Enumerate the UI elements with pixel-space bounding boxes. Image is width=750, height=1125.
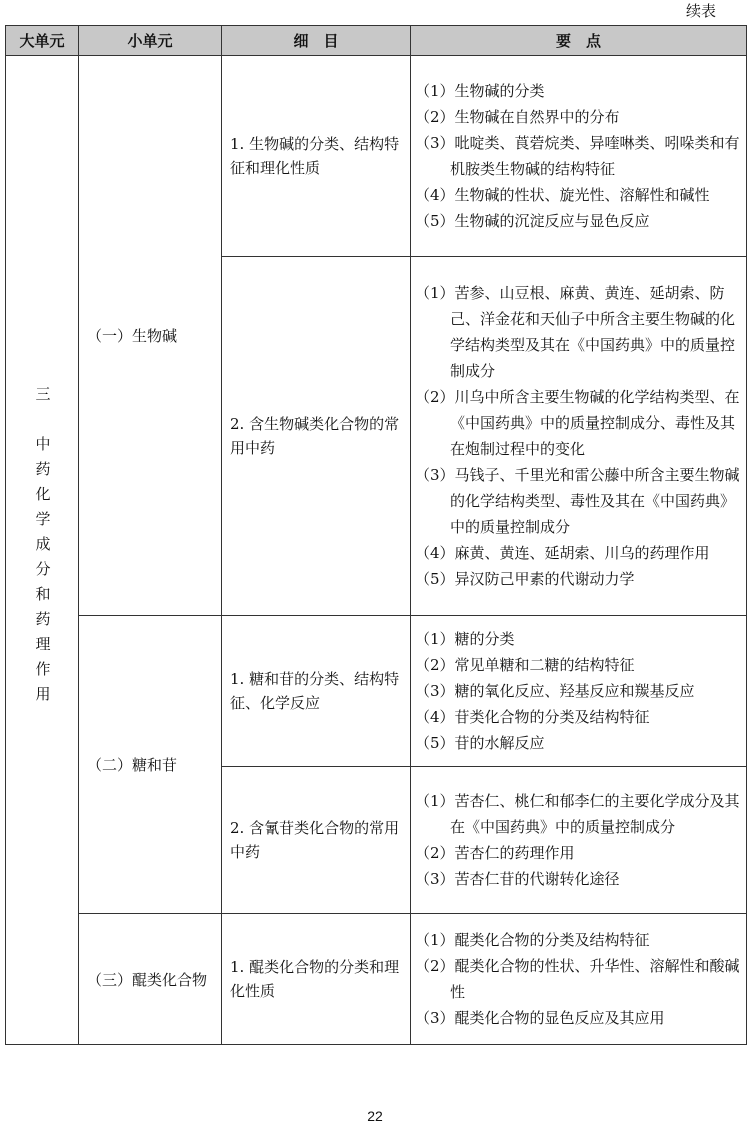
list-item: （4）麻黄、黄连、延胡索、川乌的药理作用 — [415, 544, 710, 562]
subunit-cell: （二）糖和苷 — [79, 616, 222, 914]
list-item: （3）醌类化合物的显色反应及其应用 — [415, 1009, 665, 1027]
list-item: （1）苦杏仁、桃仁和郁李仁的主要化学成分及其在《中国药典》中的质量控制成分 — [415, 792, 740, 836]
list-item: （2）苦杏仁的药理作用 — [415, 844, 575, 862]
subunit-cell: （一）生物碱 — [79, 56, 222, 616]
table-row — [6, 914, 747, 1045]
continued-label: 续表 — [685, 2, 716, 20]
list-item: （2）生物碱在自然界中的分布 — [415, 108, 620, 126]
list-item: （1）苦参、山豆根、麻黄、黄连、延胡索、防己、洋金花和天仙子中所含主要生物碱的化学结构类型及其在《中国药典》中的质量控制成分 — [415, 284, 736, 380]
table-header-row — [6, 26, 747, 56]
table-row — [6, 616, 747, 767]
col-header-points: 要 点 — [411, 26, 747, 56]
list-item: （2）醌类化合物的性状、升华性、溶解性和酸碱性 — [415, 957, 740, 1001]
points-cell — [411, 914, 747, 1045]
points-cell — [411, 56, 747, 257]
col-header-unit: 大单元 — [6, 26, 79, 56]
item-cell: 1. 醌类化合物的分类和理化性质 — [222, 914, 411, 1045]
item-cell: 2. 含生物碱类化合物的常用中药 — [222, 257, 411, 616]
list-item: （3）糖的氧化反应、羟基反应和羰基反应 — [415, 682, 695, 700]
points-cell — [411, 257, 747, 616]
list-item: （2）川乌中所含主要生物碱的化学结构类型、在《中国药典》中的质量控制成分、毒性及其在炮制过程中的变化 — [415, 388, 740, 458]
list-item: （5）生物碱的沉淀反应与显色反应 — [415, 212, 650, 230]
unit-label: 三 中药化学成分和药理作用 — [33, 385, 52, 711]
item-cell: 1. 糖和苷的分类、结构特征、化学反应 — [222, 616, 411, 767]
item-cell: 2. 含氰苷类化合物的常用中药 — [222, 767, 411, 914]
list-item: （1）醌类化合物的分类及结构特征 — [415, 931, 650, 949]
list-item: （2）常见单糖和二糖的结构特征 — [415, 656, 635, 674]
subunit-cell: （三）醌类化合物 — [79, 914, 222, 1045]
list-item: （3）马钱子、千里光和雷公藤中所含主要生物碱的化学结构类型、毒性及其在《中国药典》中的质量控制成分 — [415, 466, 740, 536]
page-number: 22 — [367, 1108, 383, 1124]
unit-cell — [6, 56, 79, 1045]
item-cell: 1. 生物碱的分类、结构特征和理化性质 — [222, 56, 411, 257]
col-header-subunit: 小单元 — [79, 26, 222, 56]
list-item: （4）生物碱的性状、旋光性、溶解性和碱性 — [415, 186, 710, 204]
points-cell — [411, 616, 747, 767]
list-item: （3）苦杏仁苷的代谢转化途径 — [415, 870, 620, 888]
col-header-item: 细 目 — [222, 26, 411, 56]
table-row — [6, 56, 747, 257]
points-cell — [411, 767, 747, 914]
list-item: （1）生物碱的分类 — [415, 82, 545, 100]
list-item: （3）吡啶类、莨菪烷类、异喹啉类、吲哚类和有机胺类生物碱的结构特征 — [415, 134, 740, 178]
list-item: （1）糖的分类 — [415, 630, 515, 648]
list-item: （5）苷的水解反应 — [415, 734, 545, 752]
syllabus-table — [5, 25, 747, 1045]
list-item: （4）苷类化合物的分类及结构特征 — [415, 708, 650, 726]
list-item: （5）异汉防己甲素的代谢动力学 — [415, 570, 635, 588]
